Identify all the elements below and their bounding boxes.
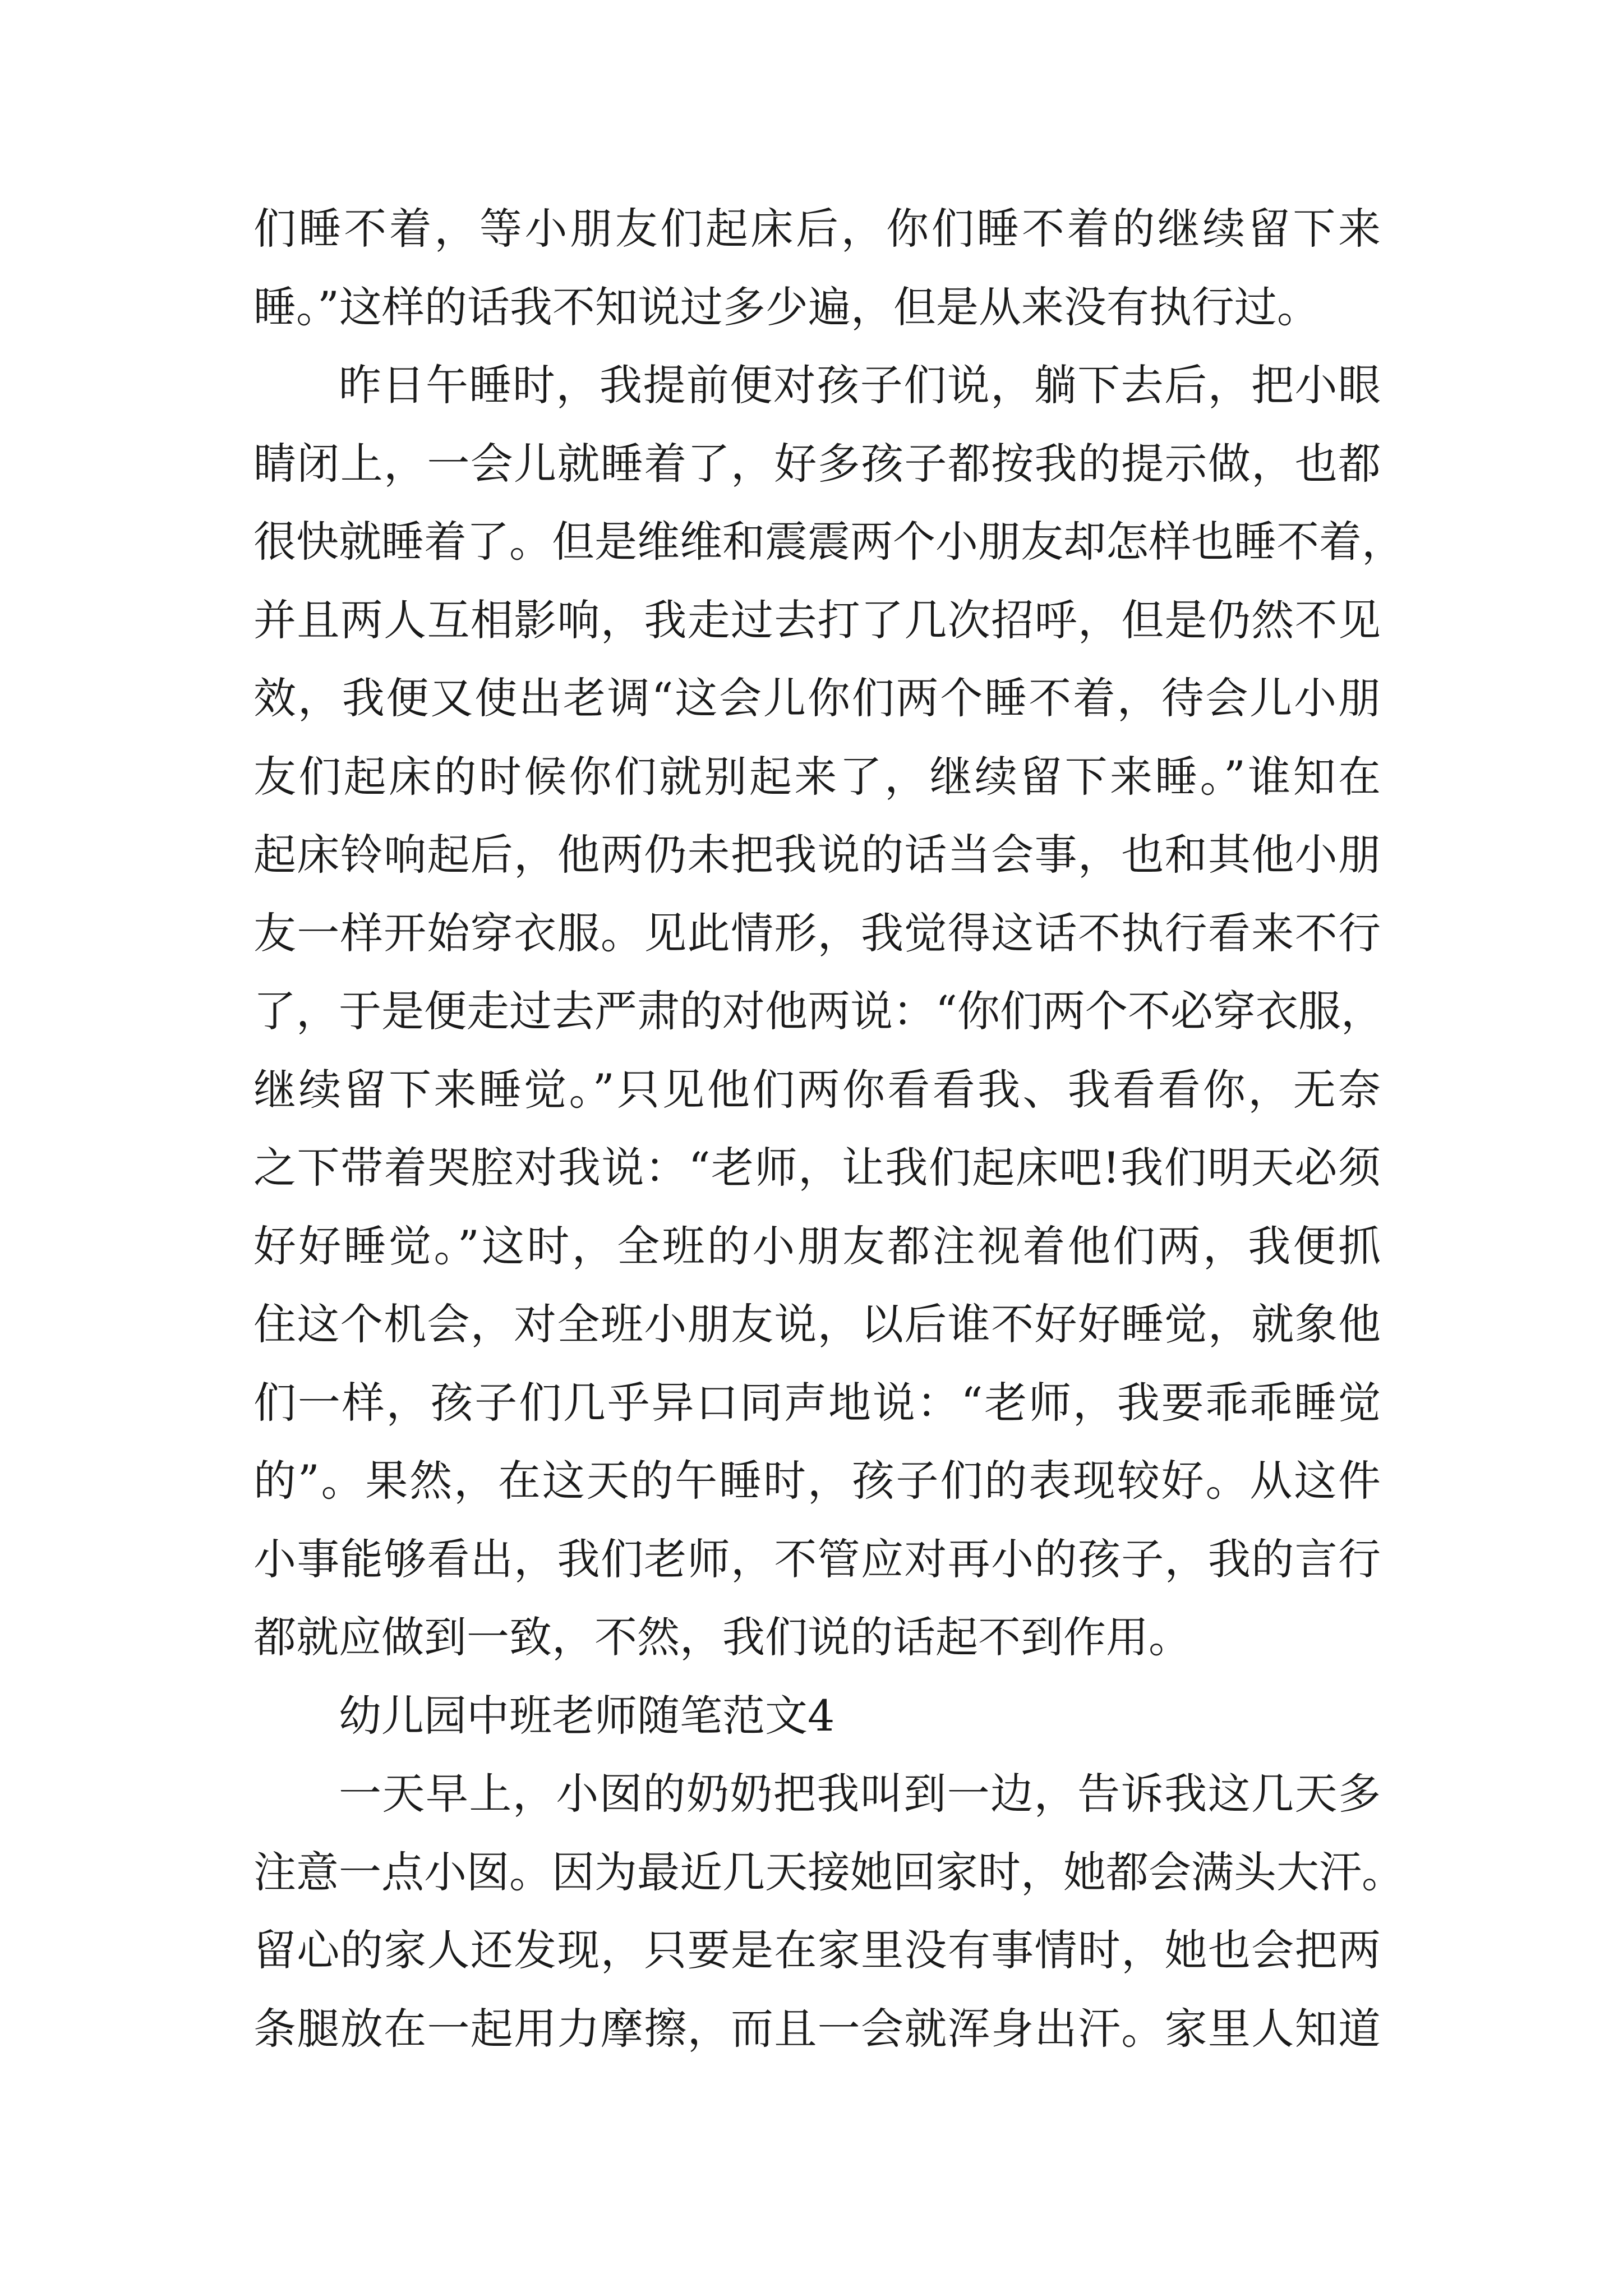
paragraph-first-line: 昨日午睡时，我提前便对孩子们说，躺下去后，把小眼 <box>339 360 1381 410</box>
text-line: 友一样开始穿衣服。见此情形，我觉得这话不执行看来不行 <box>253 908 1381 958</box>
text-line: 效，我便又使出老调“这会儿你们两个睡不着，待会儿小朋 <box>253 673 1381 723</box>
text-line: 并且两人互相影响，我走过去打了几次招呼，但是仍然不见 <box>253 595 1381 645</box>
document-body <box>253 190 1404 2068</box>
text-line: 继续留下来睡觉。”只见他们两你看看我、我看看你，无奈 <box>253 1064 1381 1115</box>
text-line: 很快就睡着了。但是维维和震震两个小朋友却怎样也睡不着， <box>253 517 1404 567</box>
text-line: 之下带着哭腔对我说：“老师，让我们起床吧!我们明天必须 <box>253 1143 1381 1193</box>
text-line: 留心的家人还发现，只要是在家里没有事情时，她也会把两 <box>253 1925 1381 1975</box>
text-line: 们一样，孩子们几乎异口同声地说：“老师，我要乖乖睡觉 <box>253 1377 1381 1428</box>
text-line: 睡。”这样的话我不知说过多少遍，但是从来没有执行过。 <box>253 282 1320 332</box>
text-line: 友们起床的时候你们就别起来了，继续留下来睡。”谁知在 <box>253 751 1381 802</box>
text-line: 了，于是便走过去严肃的对他两说：“你们两个不必穿衣服， <box>253 986 1384 1036</box>
text-line: 好好睡觉。”这时，全班的小朋友都注视着他们两，我便抓 <box>253 1221 1381 1271</box>
paragraph-first-line: 一天早上，小囡的奶奶把我叫到一边，告诉我这几天多 <box>339 1769 1381 1819</box>
text-line: 小事能够看出，我们老师，不管应对再小的孩子，我的言行 <box>253 1534 1381 1584</box>
text-line: 们睡不着，等小朋友们起床后，你们睡不着的继续留下来 <box>253 204 1381 254</box>
section-heading: 幼儿园中班老师随笔范文4 <box>339 1690 835 1741</box>
text-line: 的”。果然，在这天的午睡时，孩子们的表现较好。从这件 <box>253 1456 1381 1506</box>
text-line: 都就应做到一致，不然，我们说的话起不到作用。 <box>253 1612 1191 1662</box>
text-line: 住这个机会，对全班小朋友说，以后谁不好好睡觉，就象他 <box>253 1299 1381 1349</box>
text-line: 条腿放在一起用力摩擦，而且一会就浑身出汗。家里人知道 <box>253 2003 1381 2054</box>
text-line: 睛闭上，一会儿就睡着了，好多孩子都按我的提示做，也都 <box>253 438 1381 489</box>
text-line: 注意一点小囡。因为最近几天接她回家时，她都会满头大汗。 <box>253 1847 1404 1897</box>
text-line: 起床铃响起后，他两仍未把我说的话当会事，也和其他小朋 <box>253 830 1381 880</box>
